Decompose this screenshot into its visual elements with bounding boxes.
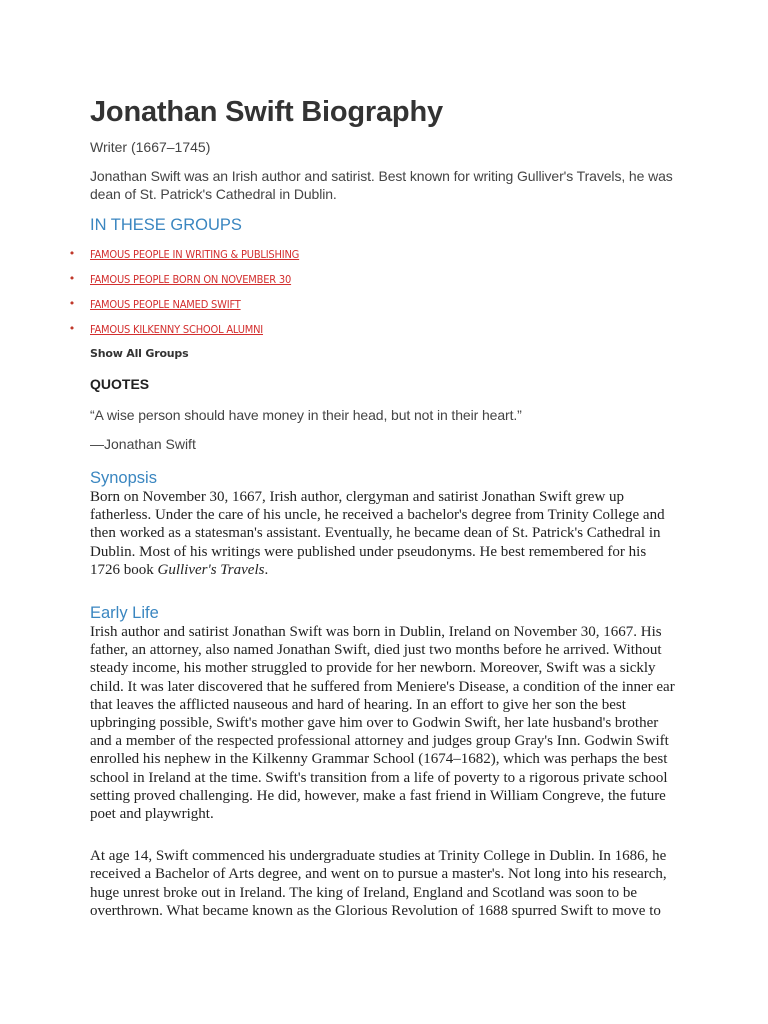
synopsis-text-end: . (264, 561, 269, 578)
page-title: Jonathan Swift Biography (90, 96, 443, 128)
early-life-heading: Early Life (90, 604, 159, 623)
groups-heading: IN THESE GROUPS (90, 216, 242, 234)
quote-author: —Jonathan Swift (90, 436, 196, 452)
synopsis-text: Born on November 30, 1667, Irish author, clergyman and satirist Jonathan Swift grew up fatherless. Under the care of his uncle, he received a bachelor's degree from Trinity College and then worked as a statesman's assistant. Eventually, he became dean of St. Patrick's Cathedral in Dublin. Most of his writings were published under pseudonyms. He best remembered for his 1726 book (90, 489, 665, 578)
summary-text: Jonathan Swift was an Irish author and satirist. Best known for writing Gulliver's Travels, he was dean of St. Patrick's Cathedral in Dublin. (90, 168, 673, 202)
early-life-paragraph-2: At age 14, Swift commenced his undergraduate studies at Trinity College in Dublin. In 1686, he received a Bachelor of Arts degree, and went on to pursue a master's. Not long into his research, huge unrest broke out in Ireland. The king of Ireland, England and Scotland was soon to be overthrown. What became known as the Glorious Revolution of 1688 spurred Swift to move to (90, 848, 667, 919)
group-link-born-november-30[interactable]: FAMOUS PEOPLE BORN ON NOVEMBER 30 (90, 273, 292, 286)
list-item (66, 291, 690, 316)
synopsis-heading: Synopsis (90, 469, 157, 487)
show-all-groups-link[interactable]: Show All Groups (90, 347, 189, 360)
bullet-icon: • (68, 247, 76, 260)
bullet-icon: • (68, 272, 76, 285)
bullet-icon: • (68, 297, 76, 310)
group-link-named-swift[interactable]: FAMOUS PEOPLE NAMED SWIFT (90, 298, 241, 311)
group-link-kilkenny-alumni[interactable]: FAMOUS KILKENNY SCHOOL ALUMNI (90, 323, 263, 336)
group-link-writing-publishing[interactable]: FAMOUS PEOPLE IN WRITING & PUBLISHING (90, 248, 300, 261)
early-life-paragraph-1: Irish author and satirist Jonathan Swift was born in Dublin, Ireland on November 30, 1667. His father, an attorney, also named Jonathan Swift, died just two months before he arrived. Without steady income, his mother struggled to provide for her newborn. Moreover, Swift was a sickly child. It was later discovered that he suffered from Meniere's Disease, a condition of the inner ear that leaves the afflicted nauseous and hard of hearing. In an effort to give her son the best upbringing possible, Swift's mother gave him over to Godwin Swift, her late husband's brother and a member of the respected professional attorney and judges group Gray's Inn. Godwin Swift enrolled his nephew in the Kilkenny Grammar School (1674–1682), which was perhaps the best school in Ireland at the time. Swift's transition from a life of poverty to a rigorous private school setting proved challenging. He did, however, make a fast friend in William Congreve, the future poet and playwright. (90, 624, 675, 823)
page-subtitle: Writer (1667–1745) (90, 139, 211, 155)
biography-page (68, 92, 690, 920)
list-item (66, 266, 690, 291)
list-item (66, 316, 690, 341)
synopsis-paragraph (90, 488, 676, 579)
bullet-icon: • (68, 322, 76, 335)
quote-text: “A wise person should have money in their head, but not in their heart.” (90, 407, 522, 423)
list-item (66, 241, 690, 266)
quotes-heading: QUOTES (90, 376, 150, 392)
book-title: Gulliver's Travels (157, 561, 265, 578)
groups-list (66, 241, 690, 341)
